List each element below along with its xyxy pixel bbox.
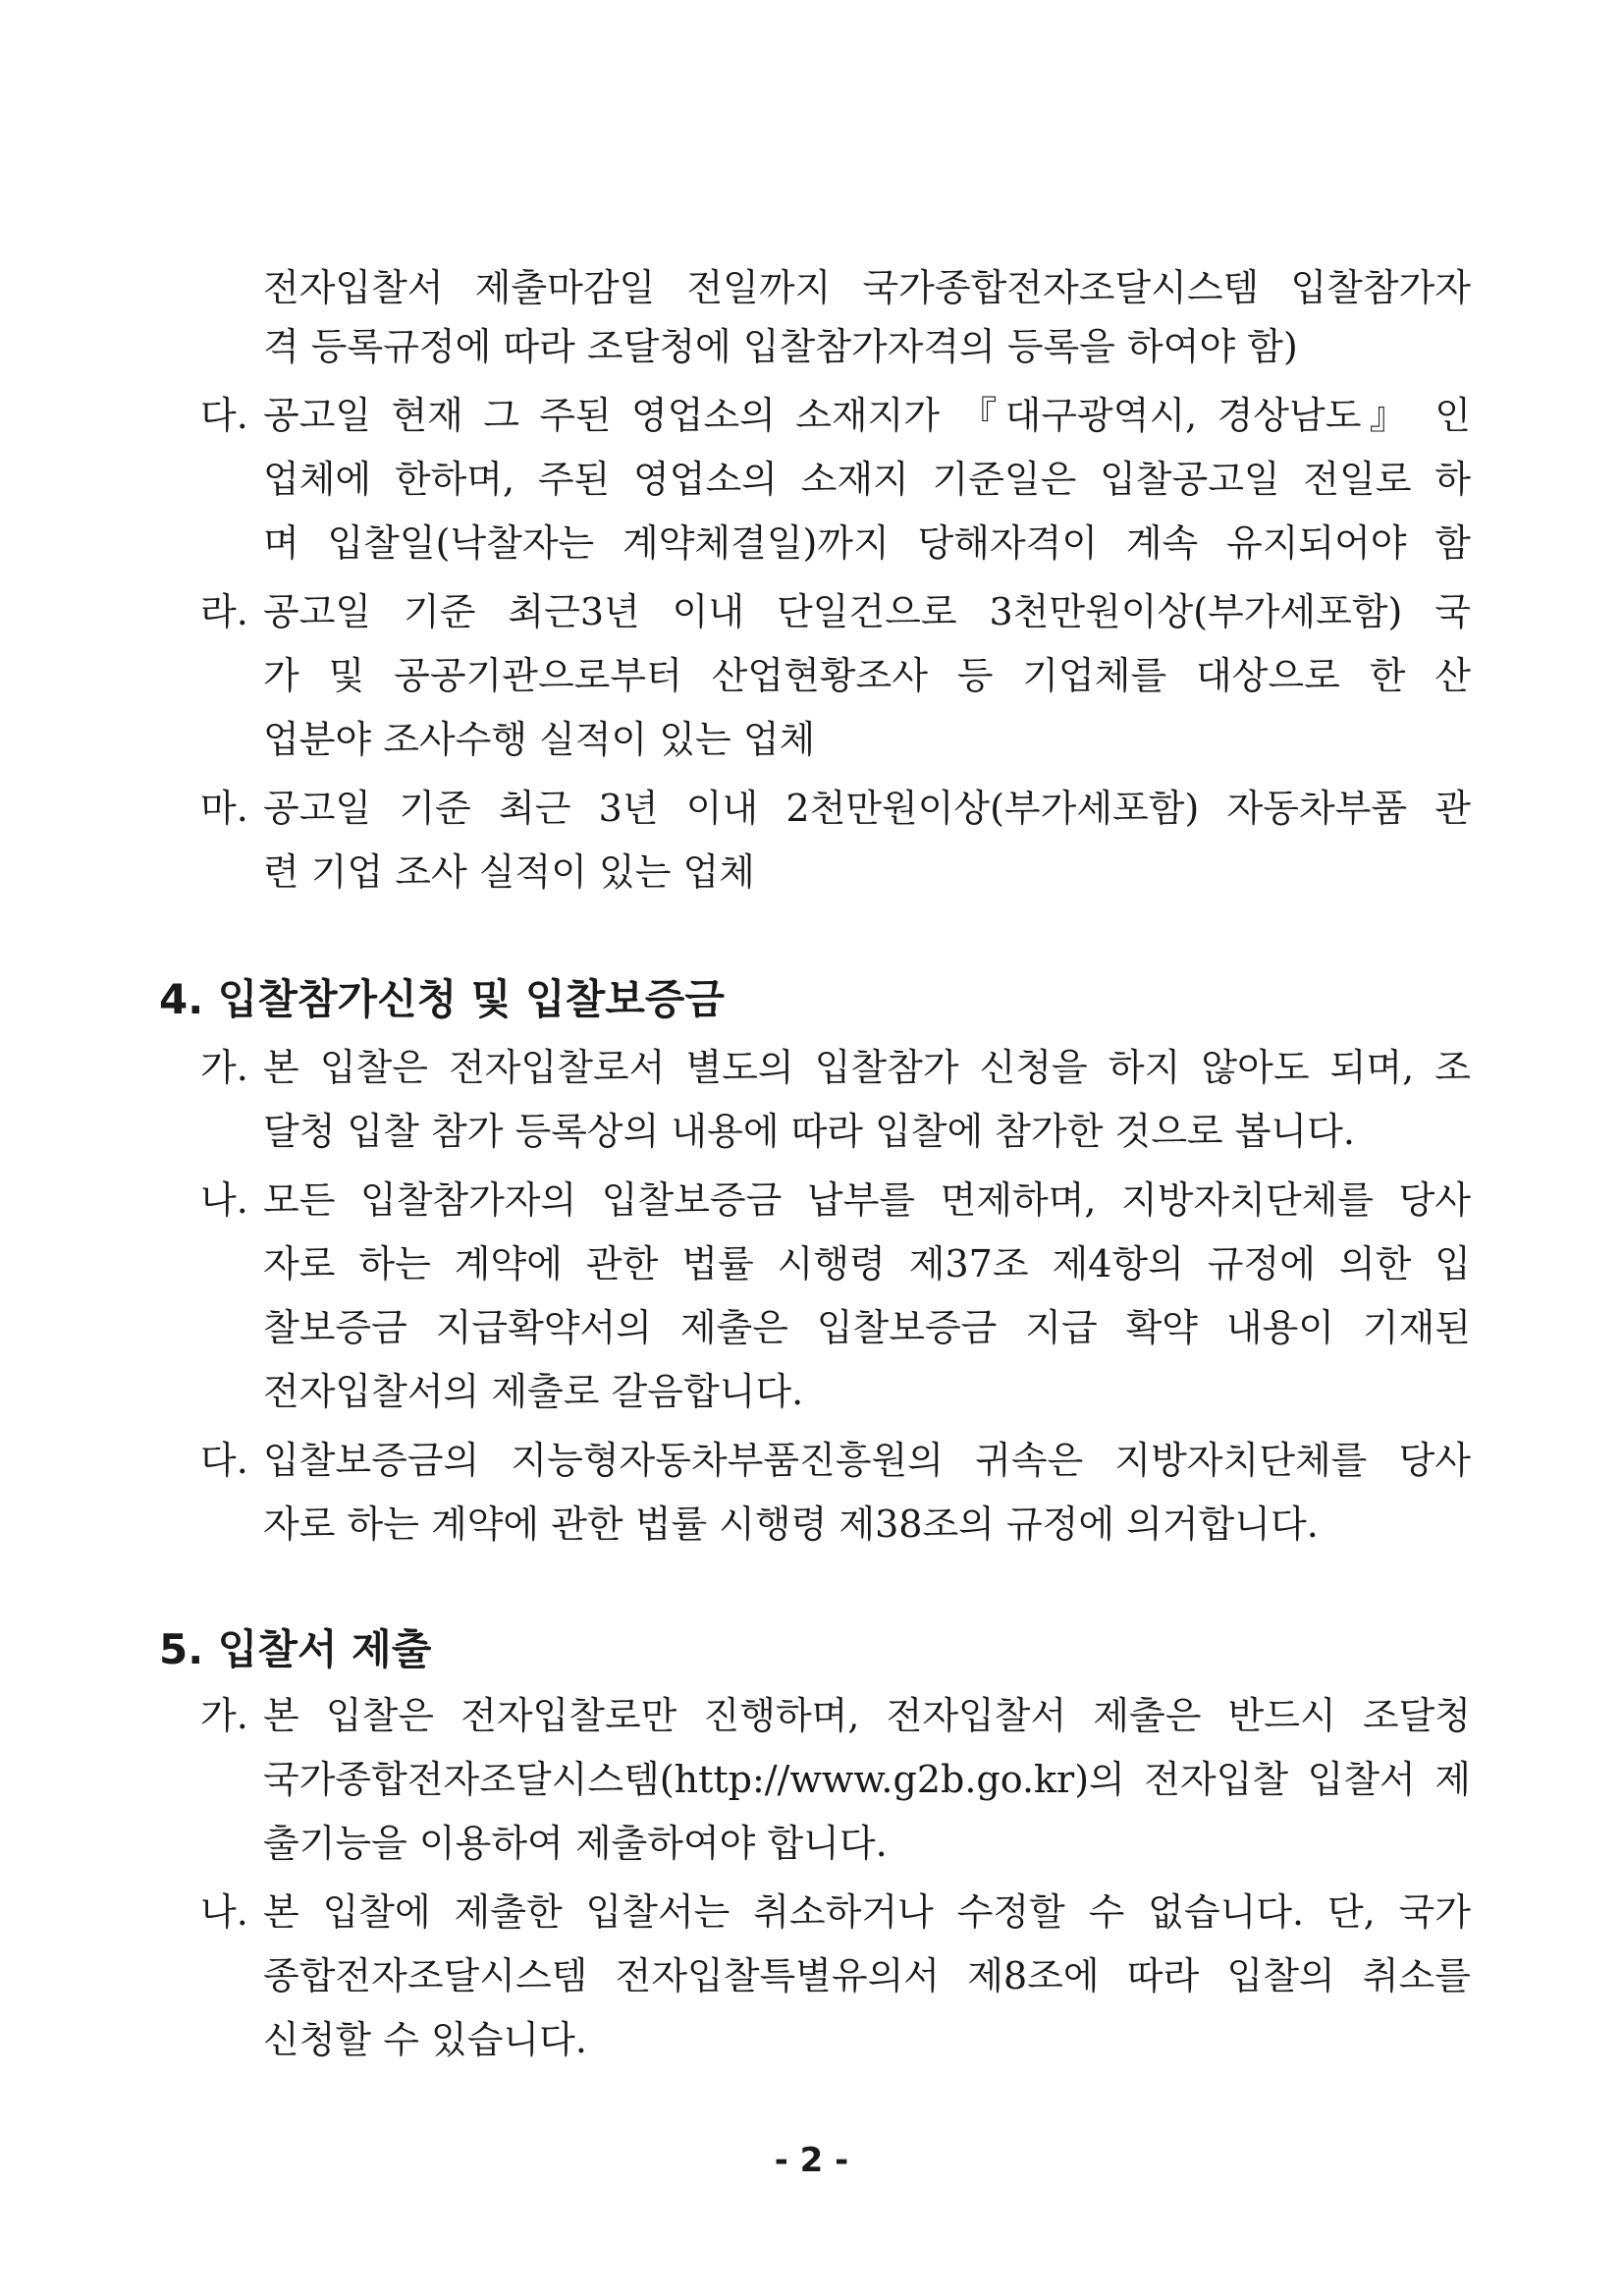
s5-item-na-line-3: 신청할 수 있습니다. [263, 2018, 587, 2061]
item-marker-da: 다. [200, 394, 248, 437]
item-ra-line-1: 공고일 기준 최근3년 이내 단일건으로 3천만원이상(부가세포함) 국 [263, 590, 1471, 633]
item-marker-ra: 라. [200, 590, 248, 633]
continued-line-2: 격 등록규정에 따라 조달청에 입찰참가자격의 등록을 하여야 함) [263, 325, 1298, 368]
s4-item-da-line-2: 자로 하는 계약에 관한 법률 시행령 제38조의 규정에 의거합니다. [263, 1503, 1319, 1546]
s5-item-ga-line-1: 본 입찰은 전자입찰로만 진행하며, 전자입찰서 제출은 반드시 조달청 [263, 1694, 1471, 1737]
s4-item-ga-line-2: 달청 입찰 참가 등록상의 내용에 따라 입찰에 참가한 것으로 봅니다. [263, 1110, 1355, 1153]
item-ma-line-1: 공고일 기준 최근 3년 이내 2천만원이상(부가세포함) 자동차부품 관 [263, 787, 1471, 830]
item-ra-line-3: 업분야 조사수행 실적이 있는 업체 [263, 718, 816, 761]
s4-item-na-line-1: 모든 입찰참가자의 입찰보증금 납부를 면제하며, 지방자치단체를 당사 [263, 1178, 1471, 1222]
continued-line-1: 전자입찰서 제출마감일 전일까지 국가종합전자조달시스템 입찰참가자 [263, 266, 1471, 309]
s4-item-na-line-2: 자로 하는 계약에 관한 법률 시행령 제37조 제4항의 규정에 의한 입 [263, 1242, 1471, 1285]
item-da-line-1: 공고일 현재 그 주된 영업소의 소재지가 『대구광역시, 경상남도』 인 [263, 394, 1471, 437]
s5-item-marker-ga: 가. [200, 1694, 248, 1737]
item-ra-line-2: 가 및 공공기관으로부터 산업현황조사 등 기업체를 대상으로 한 산 [263, 654, 1471, 697]
page-number: - 2 - [774, 2141, 849, 2180]
s4-item-marker-da: 다. [200, 1439, 248, 1482]
item-marker-ma: 마. [200, 787, 248, 830]
s5-item-na-line-1: 본 입찰에 제출한 입찰서는 취소하거나 수정할 수 없습니다. 단, 국가 [263, 1890, 1471, 1934]
section-4-heading: 4. 입찰참가신청 및 입찰보증금 [159, 975, 725, 1023]
s5-item-marker-na: 나. [200, 1890, 248, 1934]
s4-item-marker-na: 나. [200, 1178, 248, 1222]
s4-item-ga-line-1: 본 입찰은 전자입찰로서 별도의 입찰참가 신청을 하지 않아도 되며, 조 [263, 1046, 1471, 1089]
item-da-line-3: 며 입찰일(낙찰자는 계약체결일)까지 당해자격이 계속 유지되어야 함 [263, 521, 1471, 565]
s4-item-da-line-1: 입찰보증금의 지능형자동차부품진흥원의 귀속은 지방자치단체를 당사 [263, 1439, 1471, 1482]
s5-item-ga-line-3: 출기능을 이용하여 제출하여야 합니다. [263, 1822, 888, 1865]
s4-item-na-line-4: 전자입찰서의 제출로 갈음합니다. [263, 1370, 804, 1413]
s4-item-na-line-3: 찰보증금 지급확약서의 제출은 입찰보증금 지급 확약 내용이 기재된 [263, 1306, 1471, 1349]
item-ma-line-2: 련 기업 조사 실적이 있는 업체 [263, 850, 755, 894]
s4-item-marker-ga: 가. [200, 1046, 248, 1089]
s5-item-na-line-2: 종합전자조달시스템 전자입찰특별유의서 제8조에 따라 입찰의 취소를 [263, 1954, 1471, 1997]
item-da-line-2: 업체에 한하며, 주된 영업소의 소재지 기준일은 입찰공고일 전일로 하 [263, 458, 1471, 501]
section-5-heading: 5. 입찰서 제출 [159, 1625, 432, 1673]
s5-item-ga-line-2: 국가종합전자조달시스템(http://www.g2b.go.kr)의 전자입찰 입찰서 제 [263, 1758, 1471, 1801]
